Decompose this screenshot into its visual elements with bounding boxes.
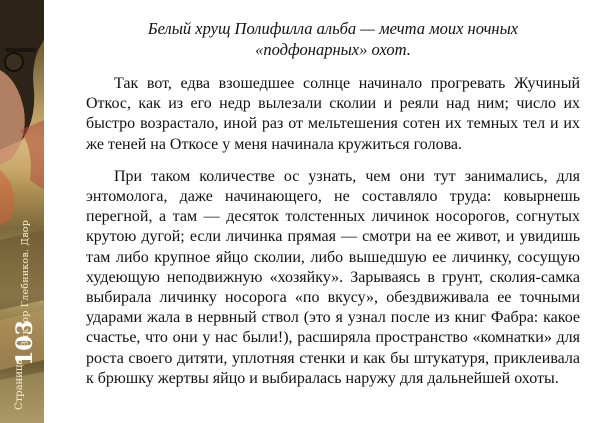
heading-line-1: Белый хрущ Полифилла альба — мечта моих ночных bbox=[147, 19, 519, 38]
author-caption: Виктор Глебников. Двор bbox=[20, 220, 31, 348]
heading-line-2: «подфонарных» охот. bbox=[255, 40, 411, 59]
page-word: Страница bbox=[14, 358, 25, 410]
side-photo-strip bbox=[0, 0, 44, 423]
page-number: 103 bbox=[12, 320, 38, 366]
article-body bbox=[86, 18, 580, 401]
paragraph-2: При таком количестве ос узнать, чем они тут занимались, для энтомолога, даже начинающего, не составляло труда: ковырнешь перегной, а там — десяток толстенных личинок носорогов, согнутых крутою дугой; если личинка прямая — смотри на ее живот, и увидишь там либо крупное яйцо сколии, либо вышедшую ее личинку, сосущую худеющую неподвижную «хозяйку». Зарываясь в грунт, сколия-самка выбирала личинку носорога «по вкусу», обездвиживала ее точными ударами жала в нервный ствол (это я узнал после из книг Фабра: какое счастье, что они у нас были!), расширяла пространство «комнатки» для роста своего дитяти, уплотняя стенки и как бы штукатуря, приклеивала к брюшку жертвы яйцо и выбиралась наружу для дальнейшей охоты. bbox=[86, 167, 580, 387]
page-label bbox=[8, 300, 38, 420]
article-heading bbox=[86, 18, 580, 60]
paragraph-1: Так вот, едва взошедшее солнце начинало прогревать Жучиный Откос, как из его недр вылезали сколии и реяли над ним; число их быстро возрастало, иной раз от мельтешения сотен их темных тел и их же теней на Откосе у меня начинала кружиться голова. bbox=[86, 75, 580, 153]
